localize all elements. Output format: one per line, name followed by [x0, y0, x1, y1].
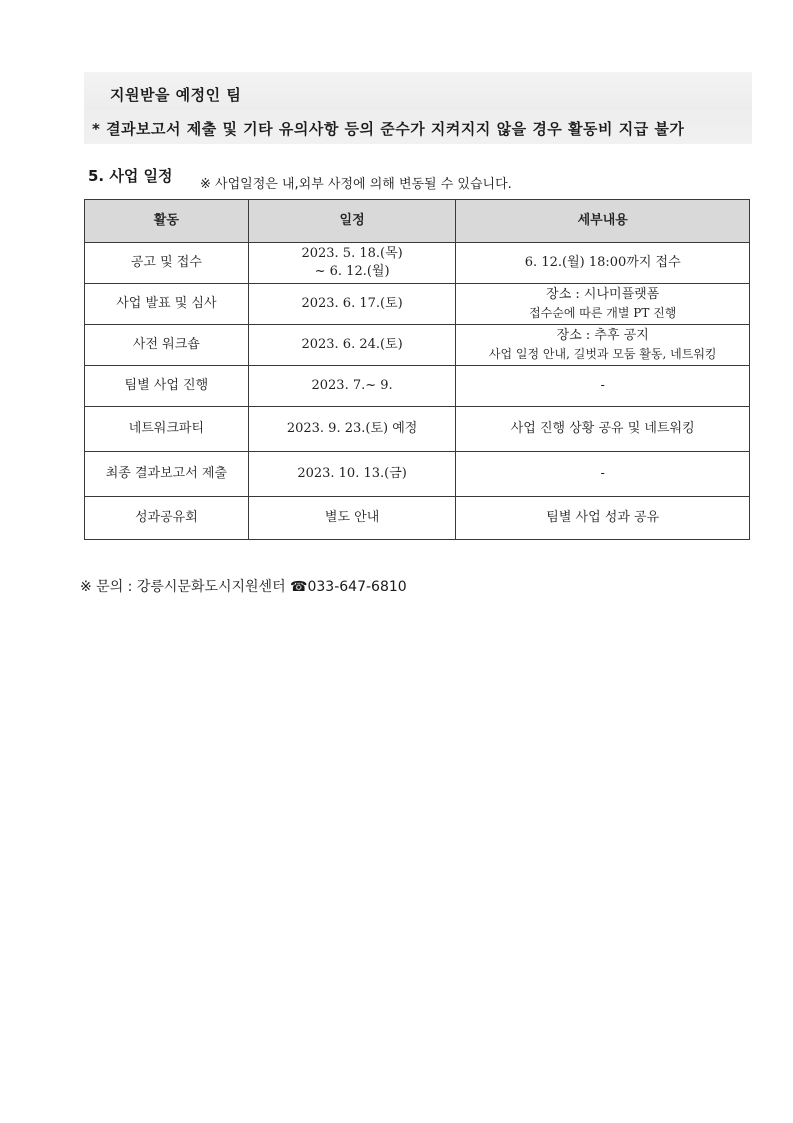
cell-date: 2023. 9. 23.(토) 예정: [248, 407, 456, 452]
date-line: 2023. 5. 18.(목): [301, 246, 403, 261]
cell-detail: 6. 12.(월) 18:00까지 접수: [456, 243, 750, 284]
detail-line: 장소 : 시나미플랫폼: [546, 287, 660, 302]
date-line: ~ 6. 12.(월): [314, 264, 390, 279]
detail-line: 접수순에 따른 개별 PT 진행: [529, 306, 677, 320]
cell-detail: -: [456, 366, 750, 407]
inquiry-contact: ※ 문의 : 강릉시문화도시지원센터 ☎033-647-6810: [80, 579, 407, 595]
cell-activity: 최종 결과보고서 제출: [85, 452, 249, 497]
table-header-row: [85, 200, 750, 243]
header-detail: 세부내용: [456, 200, 750, 243]
table-row: [85, 243, 750, 284]
table-row: [85, 284, 750, 325]
cell-detail: 팀별 사업 성과 공유: [456, 497, 750, 540]
cell-activity: 사전 워크숍: [85, 325, 249, 366]
detail-line: 사업 일정 안내, 길벗과 모둠 활동, 네트워킹: [488, 347, 717, 361]
cell-date: 2023. 6. 24.(토): [248, 325, 456, 366]
cell-activity: 네트워크파티: [85, 407, 249, 452]
cell-detail: [456, 325, 750, 366]
table-row: [85, 497, 750, 540]
cell-date: 2023. 6. 17.(토): [248, 284, 456, 325]
cell-date: 2023. 10. 13.(금): [248, 452, 456, 497]
cell-date: [248, 243, 456, 284]
schedule-table: [84, 199, 750, 540]
table-row: [85, 366, 750, 407]
note-eligible-team: 지원받을 예정인 팀: [110, 86, 242, 104]
table-row: [85, 407, 750, 452]
cell-detail: 사업 진행 상황 공유 및 네트워킹: [456, 407, 750, 452]
cell-activity: 사업 발표 및 심사: [85, 284, 249, 325]
section-note: ※ 사업일정은 내,외부 사정에 의해 변동될 수 있습니다.: [200, 177, 512, 192]
cell-activity: 성과공유회: [85, 497, 249, 540]
header-date: 일정: [248, 200, 456, 243]
cell-detail: [456, 284, 750, 325]
cell-activity: 팀별 사업 진행: [85, 366, 249, 407]
detail-line: 장소 : 추후 공지: [556, 328, 649, 343]
cell-date: 2023. 7.~ 9.: [248, 366, 456, 407]
table-row: [85, 325, 750, 366]
note-activity-fee-condition: * 결과보고서 제출 및 기타 유의사항 등의 준수가 지켜지지 않을 경우 활동비 지급 불가: [92, 120, 685, 138]
section-heading: 5. 사업 일정: [88, 167, 173, 185]
cell-detail: -: [456, 452, 750, 497]
header-activity: 활동: [85, 200, 249, 243]
cell-date: 별도 안내: [248, 497, 456, 540]
cell-activity: 공고 및 접수: [85, 243, 249, 284]
table-row: [85, 452, 750, 497]
